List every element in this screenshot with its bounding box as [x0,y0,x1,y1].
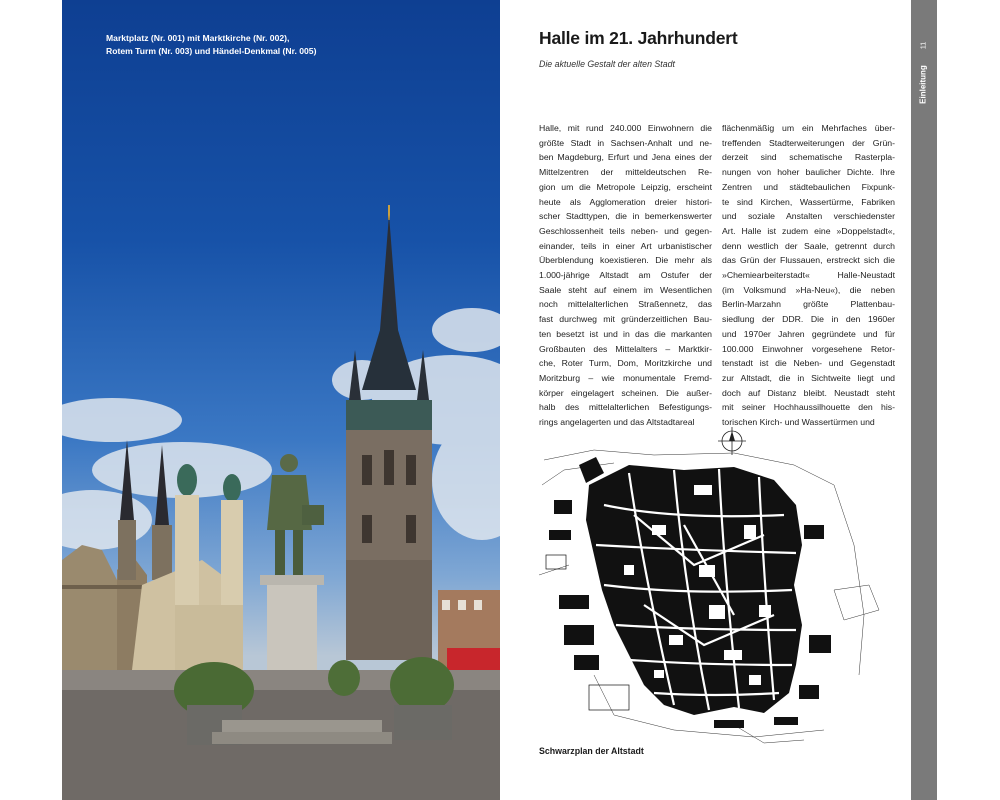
photo-illustration [62,0,500,800]
text-line: Saale steht auf einem im Wesentlichen [539,284,712,295]
page-number: 11 [920,41,928,50]
text-line: doch auf Distanz bleibt. Neustadt steht [722,387,895,398]
text-line: noch mittelalterlichen Straßennetz, das [539,299,712,310]
roter-turm [346,205,432,660]
text-line: ben Magdeburg, Erfurt und Jena eines der [539,152,712,163]
text-line: größte Stadt in Sachsen-Anhalt und ne- [539,137,712,148]
text-column-1 [539,121,712,430]
text-line: 1.000-jährige Altstadt am Ostufer der [539,270,712,281]
text-line: te sind Kirchen, Wassertürme, Fabriken [722,196,895,207]
text-line: halb des mittelalterlichen Befestigungs- [539,402,712,413]
text-line: das Grün der Flussauen, erstreckt sich die [722,255,895,266]
text-line: Halle, mit rund 240.000 Einwohnern die [539,123,712,133]
text-line: derzeit sind schematische Rasterpla- [722,152,895,163]
north-arrow-icon [718,427,746,455]
text-line: fast durchweg mit gründerzeitlichen Bau- [539,314,712,325]
text-line: siedlung der DDR. Die in den 1960er [722,314,895,325]
text-line: Moritzburg – wie monumentale Fremd- [539,372,712,383]
text-line: Mittelzentren der mitteldeutschen Re- [539,167,712,178]
text-line: »Chemiearbeiterstadt« Halle-Neustadt [722,270,895,281]
text-line: einander, teils in einer Art urbanistischer [539,240,712,251]
text-line: Überblendung koexistieren. Die mehr als [539,255,712,266]
photo-caption [106,32,386,57]
text-line: 100.000 Einwohner vorgesehene Retor- [722,343,895,354]
text-line: und 1970er Jahren gegründete und für [722,328,895,339]
section-title: Halle im 21. Jahrhundert [539,28,738,48]
text-line: torischen Kirch- und Wassertürmen und [722,417,875,428]
text-line: mit seiner Hochhaussilhouette den his- [722,402,895,413]
text-line: Art. Halle ist zudem eine »Doppelstadt«, [722,225,895,236]
text-line: scher Stadttypen, die in bemerkenswerter [539,211,712,222]
text-line: Geschlossenheit teils neben- und gegen- [539,225,712,236]
text-line: che, Roter Turm, Dom, Moritzkirche und [539,358,712,369]
text-line: gion um die Metropole Leipzig, erscheint [539,181,712,192]
text-column-2 [722,121,895,430]
text-line: (im Volksmund »Ha-Neu«), die neben [722,284,895,295]
plan-caption: Schwarzplan der Altstadt [539,746,644,756]
photo-caption-line: Marktplatz (Nr. 001) mit Marktkirche (Nr. 002), [106,33,290,43]
text-line: Berlin-Marzahn größte Plattenbau- [722,299,895,310]
text-line: Großbauten des Mittelalters – Marktkir- [539,343,712,354]
text-line: tenstadt ist die Neben- und Gegenstadt [722,358,895,369]
text-page [500,0,911,800]
text-line: rings angelagerten und das Altstadtareal [539,417,695,428]
chapter-side-tab [911,0,937,800]
text-line: ten besetzt ist und in das die markanten [539,328,712,339]
text-line: denn westlich der Saale, getrennt durch [722,240,895,251]
photo-marktplatz [62,0,500,800]
text-line: und soziale Anstalten verschiedenster [722,211,895,222]
text-line: flächenmäßig um ein Mehrfaches über- [722,123,895,133]
photo-caption-line: Rotem Turm (Nr. 003) und Händel-Denkmal (Nr. 005) [106,45,317,56]
text-line: treffenden Stadterweiterungen der Grün- [722,137,895,148]
chapter-label: Einleitung [918,65,928,104]
text-line: körper eingelagert scheinen. Die außer- [539,387,712,398]
text-line: nungen von hoher baulicher Dichte. Ihre [722,167,895,178]
schwarzplan-altstadt [534,425,894,745]
text-line: zur Altstadt, die in Sichtweite liegt und [722,372,895,383]
text-line: Zentren und städtebaulichen Fixpunk- [722,181,895,192]
section-subtitle: Die aktuelle Gestalt der alten Stadt [539,59,675,69]
text-line: heute als Agglomeration dreier histori- [539,196,712,207]
